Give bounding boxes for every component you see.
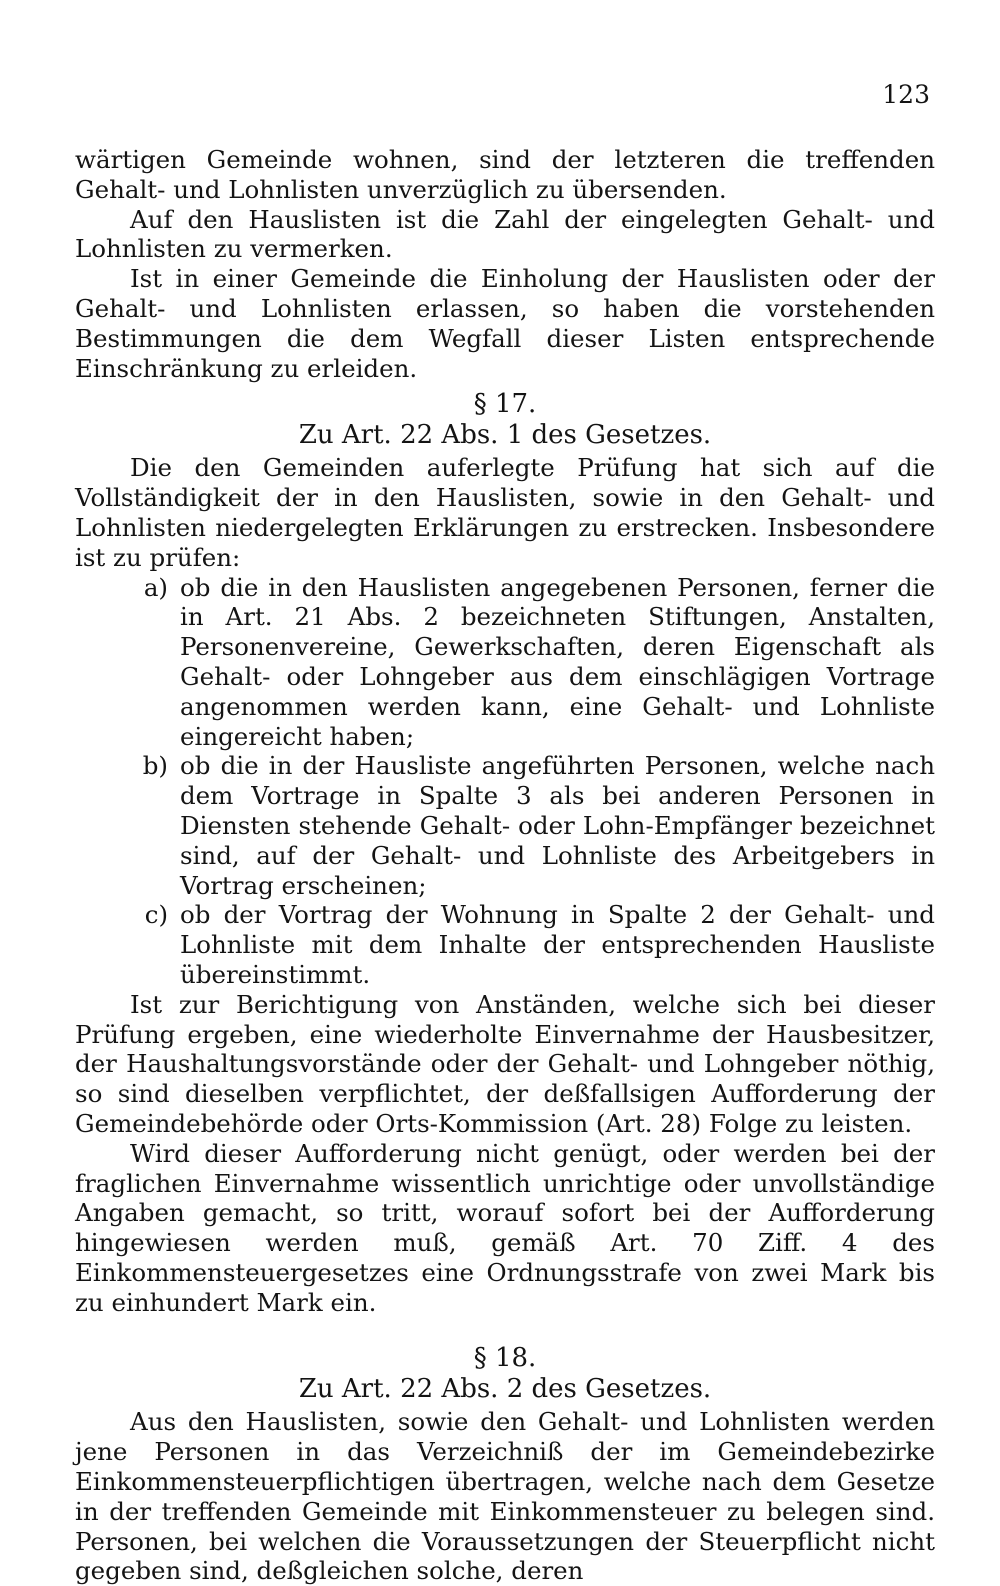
list-item-label: b) bbox=[142, 751, 168, 781]
list-item-text: ob die in den Hauslisten angegebenen Personen, ferner die in Art. 21 Abs. 2 bezeichneten Stiftungen, Anstalten, Personenvereine, Gewerkschaften, deren Eigenschaft als Gehalt- oder Lohngeber aus dem einschlägigen Vortrage angenommen werden kann, eine Gehalt- und Lohnliste eingereicht haben; bbox=[180, 572, 935, 751]
intro-paragraph-3: Ist in einer Gemeinde die Einholung der Hauslisten oder der Gehalt- und Lohnlisten erlassen, so haben die vorstehenden Bestimmungen die dem Wegfall dieser Listen entsprechende Einschränkung zu erleiden. bbox=[75, 264, 935, 383]
page-number: 123 bbox=[882, 80, 930, 109]
section-18-paragraph: Aus den Hauslisten, sowie den Gehalt- und Lohnlisten werden jene Personen in das Verzeichniß der im Gemeindebezirke Einkommensteuerpflichtigen übertragen, welche nach dem Gesetze in der treffenden Gemeinde mit Einkommensteuer zu belegen sind. Personen, bei welchen die Voraussetzungen der Steuerpflicht nicht gegeben sind, deßgleichen solche, deren bbox=[75, 1407, 935, 1586]
section-18-heading: § 18. bbox=[473, 1343, 537, 1374]
list-item bbox=[75, 751, 935, 900]
list-item-text: ob der Vortrag der Wohnung in Spalte 2 der Gehalt- und Lohnliste mit dem Inhalte der entsprechenden Hausliste übereinstimmt. bbox=[180, 900, 935, 989]
section-17-lead: Die den Gemeinden auferlegte Prüfung hat sich auf die Vollständigkeit der in den Hauslisten, sowie in den Gehalt- und Lohnlisten niedergelegten Erklärungen zu erstrecken. Insbesondere ist zu prüfen: bbox=[75, 453, 935, 572]
intro-paragraph-1: wärtigen Gemeinde wohnen, sind der letzteren die treffenden Gehalt- und Lohnlisten unverzüglich zu übersenden. bbox=[75, 145, 935, 204]
page-body bbox=[75, 145, 935, 1586]
intro-paragraph-2: Auf den Hauslisten ist die Zahl der eingelegten Gehalt- und Lohnlisten zu vermerken. bbox=[75, 204, 935, 264]
list-item-text: ob die in der Hausliste angeführten Personen, welche nach dem Vortrage in Spalte 3 als bei anderen Personen in Diensten stehende Gehalt- oder Lohn-Empfänger bezeichnet sind, auf der Gehalt- und Lohnliste des Arbeitgebers in Vortrag erscheinen; bbox=[180, 751, 935, 900]
section-17-heading: § 17. bbox=[473, 389, 537, 420]
section-17-paragraph-2: Wird dieser Aufforderung nicht genügt, oder werden bei der fraglichen Einvernahme wissentlich unrichtige oder unvollständige Angaben gemacht, so tritt, worauf sofort bei der Aufforderung hingewiesen werden muß, gemäß Art. 70 Ziff. 4 des Einkommensteuergesetzes eine Ordnungsstrafe von zwei Mark bis zu einhundert Mark ein. bbox=[75, 1138, 935, 1317]
list-item-label: c) bbox=[144, 900, 168, 930]
list-item bbox=[75, 573, 935, 752]
section-17-list bbox=[75, 573, 935, 990]
section-18-subheading: Zu Art. 22 Abs. 2 des Gesetzes. bbox=[298, 1374, 712, 1405]
section-17-subheading: Zu Art. 22 Abs. 1 des Gesetzes. bbox=[298, 420, 712, 451]
section-17-paragraph-1: Ist zur Berichtigung von Anständen, welche sich bei dieser Prüfung ergeben, eine wiederholte Einvernahme der Hausbesitzer, der Haushaltungsvorstände oder der Gehalt- und Lohngeber nöthig, so sind dieselben verpflichtet, der deßfallsigen Aufforderung der Gemeindebehörde oder Orts-Kommission (Art. 28) Folge zu leisten. bbox=[75, 989, 935, 1138]
list-item-label: a) bbox=[143, 572, 168, 602]
list-item bbox=[75, 900, 935, 989]
